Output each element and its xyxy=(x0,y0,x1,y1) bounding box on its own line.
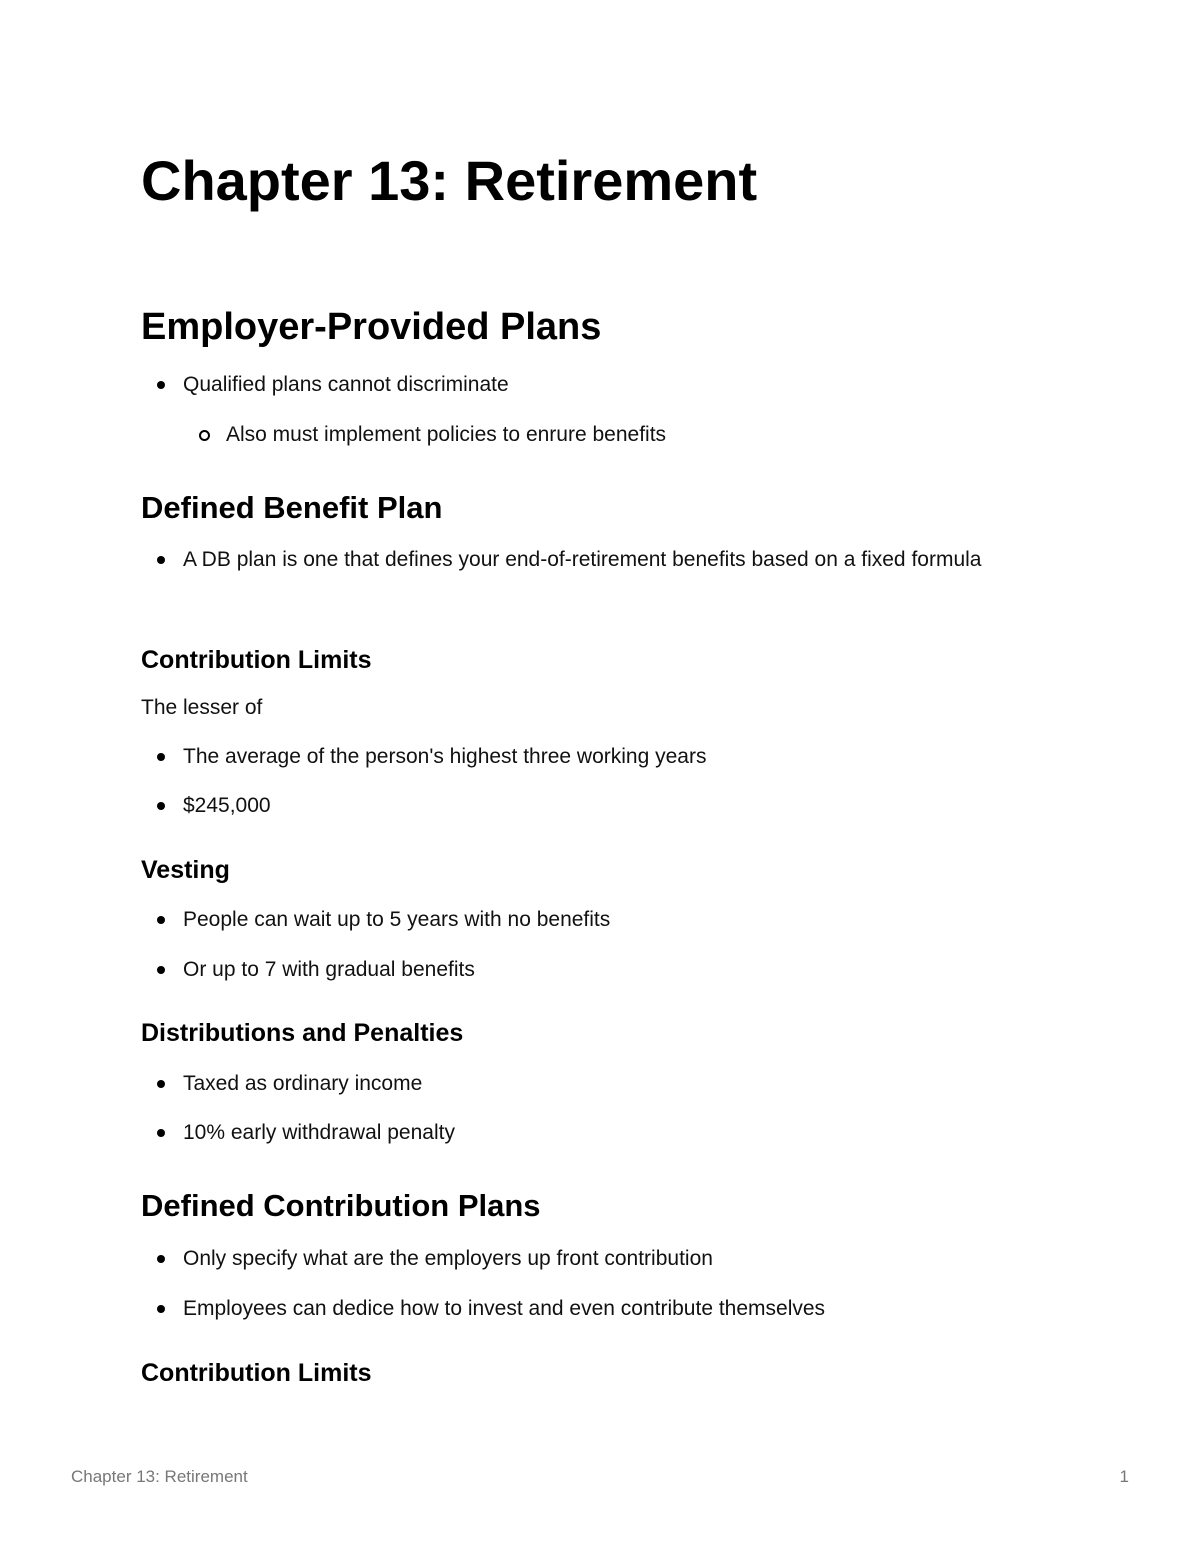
bullet-icon xyxy=(157,381,165,389)
list-item: $245,000 xyxy=(183,794,271,817)
bullet-icon xyxy=(157,1305,165,1313)
heading-employer-provided-plans: Employer-Provided Plans xyxy=(141,306,602,348)
list-item: 10% early withdrawal penalty xyxy=(183,1121,455,1144)
bullet-icon xyxy=(157,802,165,810)
heading-defined-contribution-plans: Defined Contribution Plans xyxy=(141,1188,541,1223)
heading-vesting: Vesting xyxy=(141,856,230,884)
list-item: A DB plan is one that defines your end-of-retirement benefits based on a fixed formula xyxy=(183,548,982,571)
footer-page-number: 1 xyxy=(1119,1467,1129,1486)
page-title: Chapter 13: Retirement xyxy=(141,149,758,212)
heading-defined-benefit-plan: Defined Benefit Plan xyxy=(141,490,443,525)
bullet-icon xyxy=(157,753,165,761)
sub-list-item: Also must implement policies to enrure benefits xyxy=(226,423,667,446)
hollow-bullet-icon xyxy=(199,430,210,441)
list-item: The average of the person's highest three working years xyxy=(183,745,707,768)
list-item: Qualified plans cannot discriminate xyxy=(183,373,509,396)
bullet-icon xyxy=(157,1129,165,1137)
bullet-icon xyxy=(157,916,165,924)
heading-distributions-and-penalties: Distributions and Penalties xyxy=(141,1019,464,1047)
heading-contribution-limits: Contribution Limits xyxy=(141,646,372,674)
list-item: Employees can dedice how to invest and even contribute themselves xyxy=(183,1297,826,1320)
bullet-icon xyxy=(157,1080,165,1088)
list-item: Or up to 7 with gradual benefits xyxy=(183,958,475,981)
footer-title: Chapter 13: Retirement xyxy=(71,1467,248,1486)
list-item: People can wait up to 5 years with no benefits xyxy=(183,908,611,931)
list-item: Taxed as ordinary income xyxy=(183,1072,423,1095)
bullet-icon xyxy=(157,556,165,564)
list-item: Only specify what are the employers up front contribution xyxy=(183,1247,713,1270)
heading-contribution-limits: Contribution Limits xyxy=(141,1359,372,1387)
paragraph-text: The lesser of xyxy=(141,696,263,719)
bullet-icon xyxy=(157,966,165,974)
bullet-icon xyxy=(157,1255,165,1263)
